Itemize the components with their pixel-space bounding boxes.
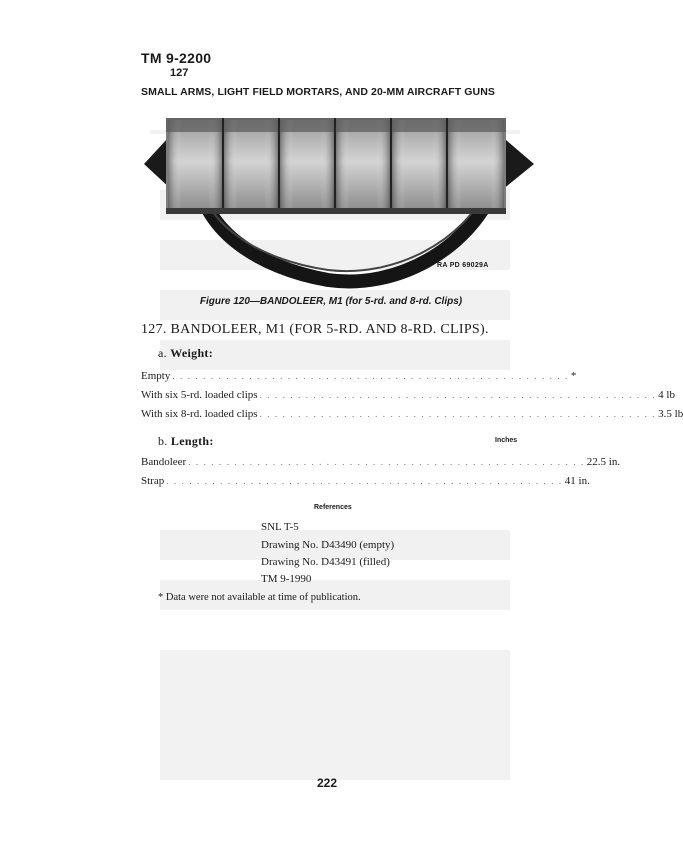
leader-dots: . . . . . . . . . . . . . . . . . . . . . . . . . . . . . . . . . . . . . . . . . . . . . . . . . . . . xyxy=(259,390,657,400)
spec-value: 4 lb xyxy=(658,389,675,401)
figure-caption: Figure 120—BANDOLEER, M1 (for 5-rd. and 8-rd. Clips) xyxy=(199,296,463,307)
spec-value: 22.5 in. xyxy=(586,456,621,468)
references-heading: References xyxy=(314,504,352,511)
length-label: Length: xyxy=(170,434,214,448)
length-prefix: b. xyxy=(158,434,168,448)
reference-item: Drawing No. D43491 (filled) xyxy=(261,556,390,568)
reference-item: TM 9-1990 xyxy=(261,573,312,585)
spec-row xyxy=(141,369,577,383)
footnote: * Data were not available at time of publication. xyxy=(158,592,361,603)
running-title: SMALL ARMS, LIGHT FIELD MORTARS, AND 20-MM AIRCRAFT GUNS xyxy=(141,86,496,98)
section-heading: 127. BANDOLEER, M1 (FOR 5-RD. AND 8-RD. CLIPS). xyxy=(141,322,489,337)
spec-label: Strap xyxy=(141,475,165,487)
spec-row xyxy=(141,388,675,402)
spec-value: * xyxy=(570,370,577,382)
leader-dots: . . . . . . . . . . . . . . . . . . . . . . . . . . . . . . . . . . . . . . . . . . . . . . . . . . . . xyxy=(172,371,569,381)
spec-label: With six 8-rd. loaded clips xyxy=(141,408,258,420)
spec-value: 41 in. xyxy=(564,475,590,487)
spec-row xyxy=(141,474,590,488)
spec-row xyxy=(141,407,683,421)
weight-subheading xyxy=(158,346,213,361)
tm-number: TM 9-2200 xyxy=(141,50,212,66)
ra-number: RA PD 69029A xyxy=(437,262,489,269)
leader-dots: . . . . . . . . . . . . . . . . . . . . . . . . . . . . . . . . . . . . . . . . . . . . . . . . . . . . xyxy=(259,409,657,419)
spec-label: Empty xyxy=(141,370,171,382)
reference-item: SNL T-5 xyxy=(261,521,299,533)
weight-prefix: a. xyxy=(158,346,167,360)
spec-label: Bandoleer xyxy=(141,456,187,468)
length-subheading xyxy=(158,434,214,449)
spec-row xyxy=(141,455,621,469)
leader-dots: . . . . . . . . . . . . . . . . . . . . . . . . . . . . . . . . . . . . . . . . . . . . . . . . . . . . xyxy=(188,457,585,467)
weight-label: Weight: xyxy=(170,346,214,360)
spec-value: 3.5 lb xyxy=(658,408,683,420)
bandoleer-illustration xyxy=(138,108,538,288)
page-number: 222 xyxy=(317,776,338,790)
reference-item: Drawing No. D43490 (empty) xyxy=(261,539,395,551)
paragraph-number: 127 xyxy=(170,67,189,79)
spec-label: With six 5-rd. loaded clips xyxy=(141,389,258,401)
leader-dots: . . . . . . . . . . . . . . . . . . . . . . . . . . . . . . . . . . . . . . . . . . . . . . . . . . . . xyxy=(166,476,563,486)
unit-header: Inches xyxy=(495,437,518,444)
